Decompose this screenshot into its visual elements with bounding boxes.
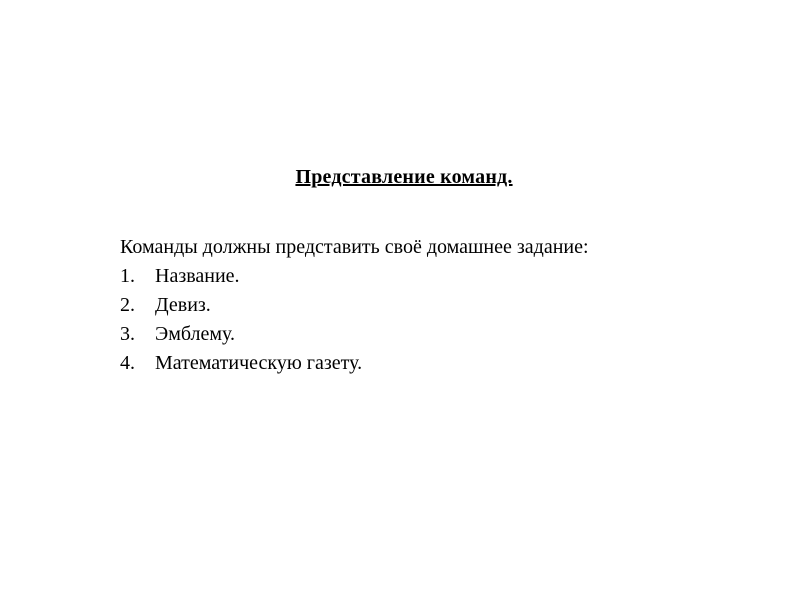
list-item-number: 4. [120, 352, 135, 374]
list-item-text: Эмблему. [155, 323, 236, 345]
list-item-number: 3. [120, 323, 135, 345]
list-item-text: Девиз. [155, 294, 211, 316]
slide-title: Представление команд. [295, 166, 513, 188]
numbered-list [120, 262, 680, 378]
list-item [120, 349, 680, 378]
list-item-text: Математическую газету. [155, 352, 363, 374]
list-item [120, 320, 680, 349]
list-item [120, 262, 680, 291]
list-item [120, 291, 680, 320]
list-item-text: Название. [155, 265, 240, 287]
list-item-number: 2. [120, 294, 135, 316]
lead-paragraph: Команды должны представить своё домашнее задание: [120, 236, 589, 258]
slide-body [120, 233, 680, 378]
list-item-number: 1. [120, 265, 135, 287]
